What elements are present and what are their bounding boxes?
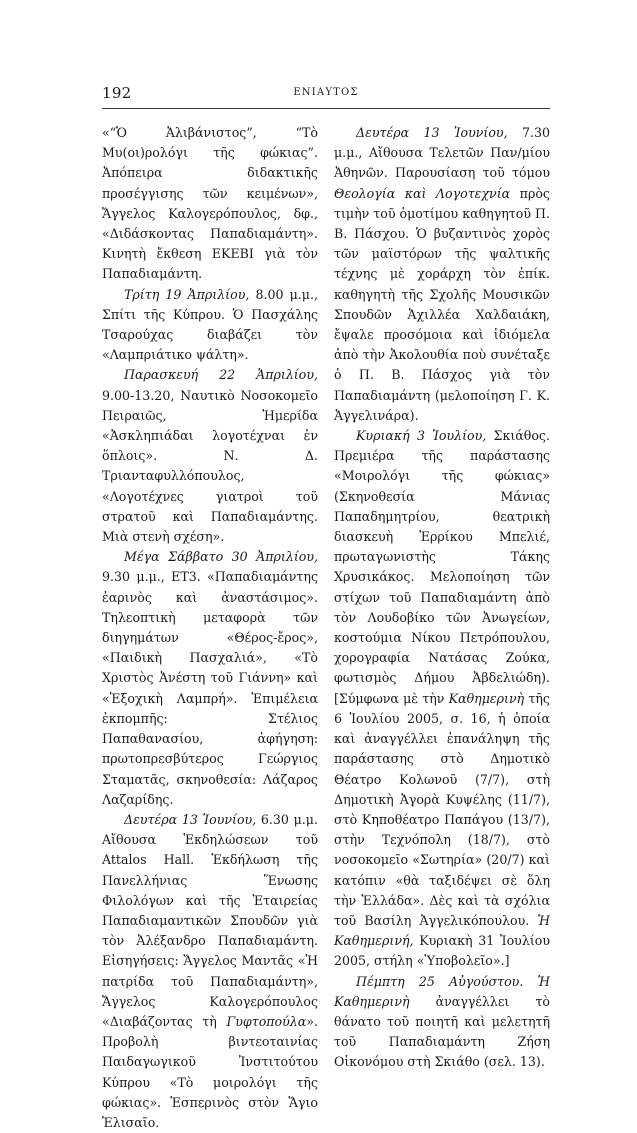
italic-text: Πέμπτη 25 Αὐγούστου. [356,973,524,989]
text-run: 9.00-13.20, Ναυτικὸ Νοσοκομεῖο Πειραιῶς, Ἡμερίδα «Ἀσκληπιάδαι λογοτέχναι ἐν ὅπλοις». Ν. Δ. Τριανταφυλλόπουλος, «Λογοτέχνες γιατροὶ τοῦ στρατοῦ καὶ Παπαδιαμάντης. Μιὰ στενὴ σχέση». [102,387,318,545]
header-rule [102,108,550,109]
italic-text: Δευτέρα 13 Ἰουνίου, [124,811,257,827]
text-run: 8.00 μ.μ., Σπίτι τῆς Κύπρου. Ὁ Πασχάλης Τσαρούχας διαβάζει τὸν «Λαμπριάτικο ψάλτη». [102,286,318,363]
paragraph [102,365,318,547]
italic-text: Μέγα Σάββατο 30 Ἀπριλίου, [124,549,318,565]
italic-text: Θεολογία καὶ Λογοτεχνία [334,185,511,201]
text-run [523,974,537,989]
italic-text: Ἡ Καθημερινὴ [334,973,550,1009]
paragraph [102,285,318,366]
page-number: 192 [102,84,132,102]
paragraph [102,547,318,810]
paragraph [334,123,550,426]
text-run: 7.30 μ.μ., Αἴθουσα Τελετῶν Παν/μίου Ἀθηνῶν. Παρουσίαση τοῦ τόμου [334,125,551,181]
italic-text: Κυριακή 3 Ἰουλίου, [356,428,487,444]
text-run: 6.30 μ.μ. Αἴθουσα Ἐκδηλώσεων τοῦ Attalos Hall. Ἐκδήλωση τῆς Πανελλήνιας Ἕνωσης Φιλολόγων καὶ τῆς Ἑταιρείας Παπαδιαμαντικῶν Σπουδῶν γιὰ τὸν Ἀλέξανδρο Παπαδιαμάντη. Εἰσηγήσεις: Ἄγγελος Μαντᾶς «Ἡ πατρίδα τοῦ Παπαδιαμάντη», Ἄγγελος Καλογερόπουλος «Διαβάζοντας τὴ [102,811,318,1029]
paragraph [102,810,318,1133]
italic-text: Τρίτη 19 Ἀπριλίου, [124,286,250,302]
italic-text: Γυφτοπούλα [226,1013,307,1029]
italic-text: Παρασκευή 22 Ἀπριλίου, [124,367,318,383]
paragraph [102,123,318,285]
text-run: Κυριακὴ 31 Ἰουλίου 2005, στήλη «Ὑποβολεῖο».] [334,933,550,969]
text-run: ἀναγγέλλει τὸ θάνατο τοῦ ποιητῆ καὶ μελετητῆ τοῦ Παπαδιαμάντη Ζήση Οἰκονόμου στὴ Σκιάθο (σελ. 13). [334,993,550,1070]
italic-text: Δευτέρα 13 Ἰουνίου, [356,125,508,140]
text-run: 9.30 μ.μ., ΕΤ3. «Παπαδιαμάντης ἐαρινὸς καὶ ἀναστάσιμος». Τηλεοπτικὴ μεταφορὰ τῶν διηγημάτων «Θέρος-ἔρος», «Παιδικὴ Πασχαλιά», «Τὸ Χριστὸς Ἀνέστη τοῦ Γιάννη» καὶ «Ἐξοχικὴ Λαμπρή». Ἐπιμέλεια ἐκπομπῆς: Στέλιος Παπαθανασίου, ἀφήγηση: πρωτοπρεσβύτερος Γεώργιος Σταματᾶς, σκηνοθεσία: Λάζαρος Λαζαρίδης. [102,569,318,807]
paragraph [334,972,550,1073]
right-column [334,123,550,1073]
page-header [102,84,550,106]
left-column [102,123,318,1133]
running-title: ΕΝΙΑΥΤΟΣ [293,87,359,98]
text-run: Σκιάθος. Πρεμιέρα τῆς παράστασης «Μοιρολόγι τῆς φώκιας» (Σκηνοθεσία Μάνιας Παπαδημητρίου, θεατρικὴ διασκευὴ Ἐρρίκου Μπελιέ, πρωταγωνιστὴς Τάκης Χρυσικάκος. Μελοποίηση τῶν στίχων τοῦ Παπαδιαμάντη ἀπὸ τὸν Λουδοβίκο τῶν Ἀνωγείων, κοστούμια Νίκου Πετρόπουλου, χορογραφία Νατάσας Ζούκα, φωτισμὸς Δήμου Ἀβδελιώδη). [Σύμφωνα μὲ τὴν [334,428,550,706]
italic-text: Ἡ Καθημερινή, [334,912,550,949]
paragraph [334,426,550,971]
text-run: «“Ὁ Ἀλιβάνιστος”, “Τὸ Μυ(οι)ρολόγι τῆς φώκιας”. Ἀπόπειρα διδακτικῆς προσέγγισης τῶν κειμένων», Ἄγγελος Καλογερόπουλος, δφ., «Διδάσκοντας Παπαδιαμάντη». Κινητὴ ἔκθεση ΕΚΕΒΙ γιὰ τὸν Παπαδιαμάντη. [102,125,318,282]
text-run: ». Προβολὴ βιντεοταινίας Παιδαγωγικοῦ Ἰνστιτούτου Κύπρου «Τὸ μοιρολόγι τῆς φώκιας». Ἑσπερινὸς στὸν Ἅγιο Ἐλισαῖο. [102,1013,318,1130]
text-run: τῆς 6 Ἰουλίου 2005, σ. 16, ἡ ὁποία καὶ ἀναγγέλλει ἐπανάληψη τῆς παράστασης στὸ Δημοτικὸ Θέατρο Κολωνοῦ (7/7), στὴ Δημοτικὴ Ἀγορὰ Κυψέλης (11/7), στὸ Κηποθέατρο Παπάγου (13/7), στὴν Τεχνόπολη (18/7), στὸ νοσοκομεῖο «Σωτηρία» (20/7) καὶ κατόπιν «θὰ ταξιδέψει σὲ ὅλη τὴν Ἑλλάδα». Δὲς καὶ τὰ σχόλια τοῦ Βασίλη Ἀγγελικόπουλου. [334,690,550,928]
text-run: πρὸς τιμὴν τοῦ ὁμοτίμου καθηγητοῦ Π. Β. Πάσχου. Ὁ βυζαντινὸς χορὸς τῶν μαϊστόρων τῆς ψαλτικῆς τέχνης μὲ χοράρχη τὸν ἐπίκ. καθηγητὴ τῆς Σχολῆς Μουσικῶν Σπουδῶν Ἀχιλλέα Χαλδαιάκη, ἔψαλε προσόμοια καὶ ἰδιόμελα ἀπὸ τὴν Ἀκολουθία ποὺ συνέταξε ὁ Π. Β. Πάσχος γιὰ τὸν Παπαδιαμάντη (μελοποίηση Γ. Κ. Ἀγγελινάρα). [334,185,550,423]
italic-text: Καθημερινὴ [448,690,525,706]
